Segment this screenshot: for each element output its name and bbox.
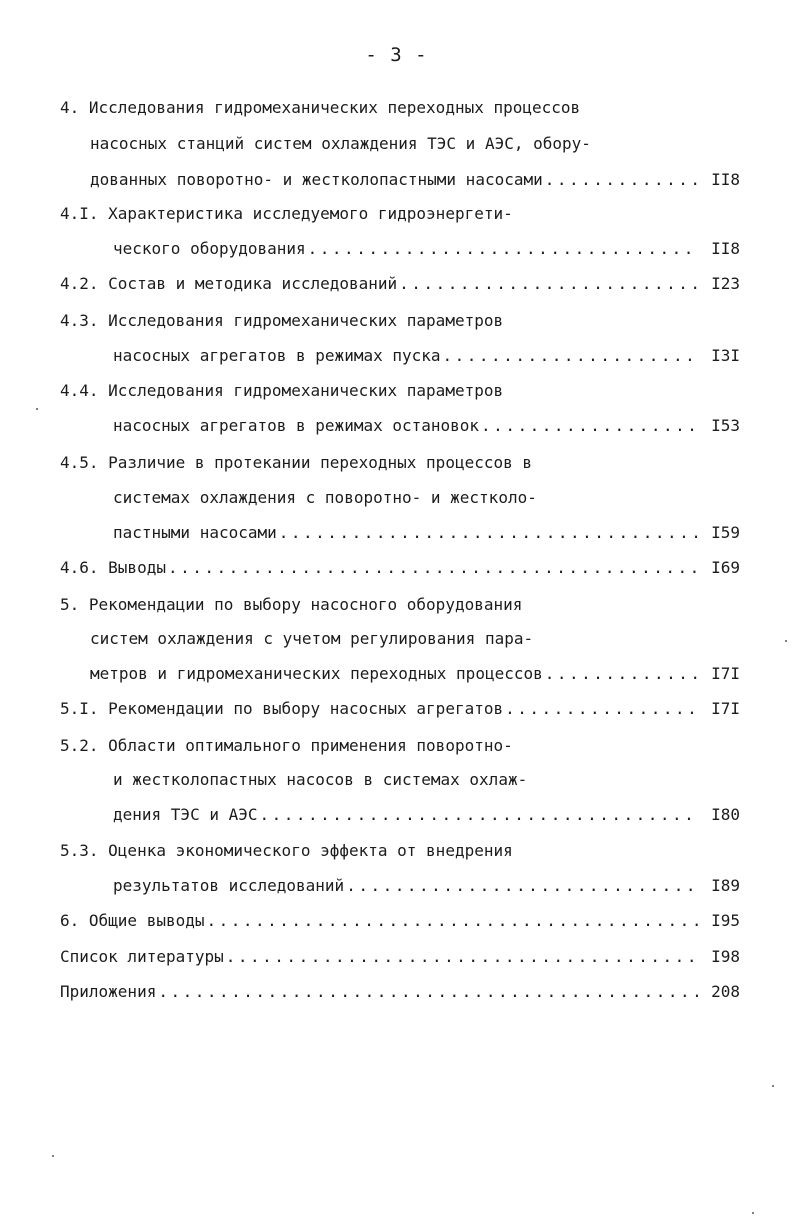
toc-entry-last-line [60,939,740,974]
toc-entry-last-line [60,266,740,301]
dot-leader [279,515,698,550]
dot-leader [226,939,698,974]
dot-leader [545,162,698,197]
toc-text: 5.2. Области оптимального применения поворотно- [60,736,513,755]
toc-page: I7I [711,664,740,683]
toc-text: насосных агрегатов в режимах остановок [113,416,480,435]
scan-speck [785,640,787,642]
toc-line [60,373,740,408]
toc-entry-last-line [113,408,740,443]
toc-text: и жестколопастных насосов в системах охлаж- [113,770,528,789]
toc-page: II8 [711,170,740,189]
toc-line [90,126,740,161]
toc-text: 4. Исследования гидромеханических переходных процессов [60,98,581,117]
toc-text: дения ТЭС и АЭС [113,805,258,824]
toc-text: 4.I. Характеристика исследуемого гидроэнергети- [60,204,513,223]
table-of-contents [0,90,793,1030]
toc-text: Список литературы [60,947,224,966]
toc-entry-last-line [113,231,740,266]
dot-leader [346,868,698,903]
toc-text: 6. Общие выводы [60,911,205,930]
page-number: - 3 - [365,44,428,66]
toc-line [60,90,740,125]
dot-leader [207,903,699,938]
toc-page: I53 [711,416,740,435]
toc-entry-last-line [113,515,740,550]
toc-line [90,621,740,656]
dot-leader [443,338,698,373]
toc-entry-last-line [90,162,740,197]
toc-page: I3I [711,346,740,365]
toc-text: 5.3. Оценка экономического эффекта от внедрения [60,841,513,860]
toc-text: результатов исследований [113,876,345,895]
toc-page: I69 [711,558,740,577]
toc-page: I80 [711,805,740,824]
scan-speck [752,1212,754,1214]
dot-leader [308,231,698,266]
toc-line [113,762,740,797]
toc-text: 4.5. Различие в протекании переходных процессов в [60,453,533,472]
dot-leader [260,797,699,832]
toc-page: I95 [711,911,740,930]
toc-line [113,480,740,515]
toc-line [60,445,740,480]
toc-entry-last-line [113,797,740,832]
dot-leader [481,408,698,443]
dot-leader [505,691,698,726]
toc-text: 4.4. Исследования гидромеханических параметров [60,381,504,400]
toc-text: 5. Рекомендации по выбору насосного оборудования [60,595,523,614]
toc-line [60,728,740,763]
toc-text: ческого оборудования [113,239,306,258]
toc-line [60,303,740,338]
dot-leader [158,974,698,1009]
dot-leader [399,266,698,301]
toc-line [60,587,740,622]
toc-entry-last-line [113,338,740,373]
scan-speck [52,1155,54,1157]
toc-entry-last-line [60,903,740,938]
toc-text: Приложения [60,982,157,1001]
toc-page: I59 [711,523,740,542]
toc-page: I7I [711,699,740,718]
toc-text: метров и гидромеханических переходных процессов [90,664,543,683]
dot-leader [168,550,698,585]
toc-entry-last-line [113,868,740,903]
toc-text: системах охлаждения с поворотно- и жестколо- [113,488,537,507]
toc-text: дованных поворотно- и жестколопастными насосами [90,170,543,189]
toc-text: 4.3. Исследования гидромеханических параметров [60,311,504,330]
toc-text: 4.2. Состав и методика исследований [60,274,398,293]
toc-line [60,833,740,868]
toc-entry-last-line [60,974,740,1009]
toc-line [60,196,740,231]
toc-page: II8 [711,239,740,258]
toc-page: I89 [711,876,740,895]
toc-text: насосных станций систем охлаждения ТЭС и АЭС, обору- [90,134,591,153]
toc-text: систем охлаждения с учетом регулирования пара- [90,629,534,648]
toc-page: 208 [711,982,740,1001]
scan-speck [36,408,38,410]
toc-page: I23 [711,274,740,293]
toc-text: 4.6. Выводы [60,558,166,577]
toc-text: пастными насосами [113,523,277,542]
toc-text: насосных агрегатов в режимах пуска [113,346,441,365]
toc-entry-last-line [60,691,740,726]
toc-text: 5.I. Рекомендации по выбору насосных агрегатов [60,699,504,718]
toc-page: I98 [711,947,740,966]
dot-leader [545,656,698,691]
toc-entry-last-line [60,550,740,585]
toc-entry-last-line [90,656,740,691]
scan-speck [772,1085,774,1087]
